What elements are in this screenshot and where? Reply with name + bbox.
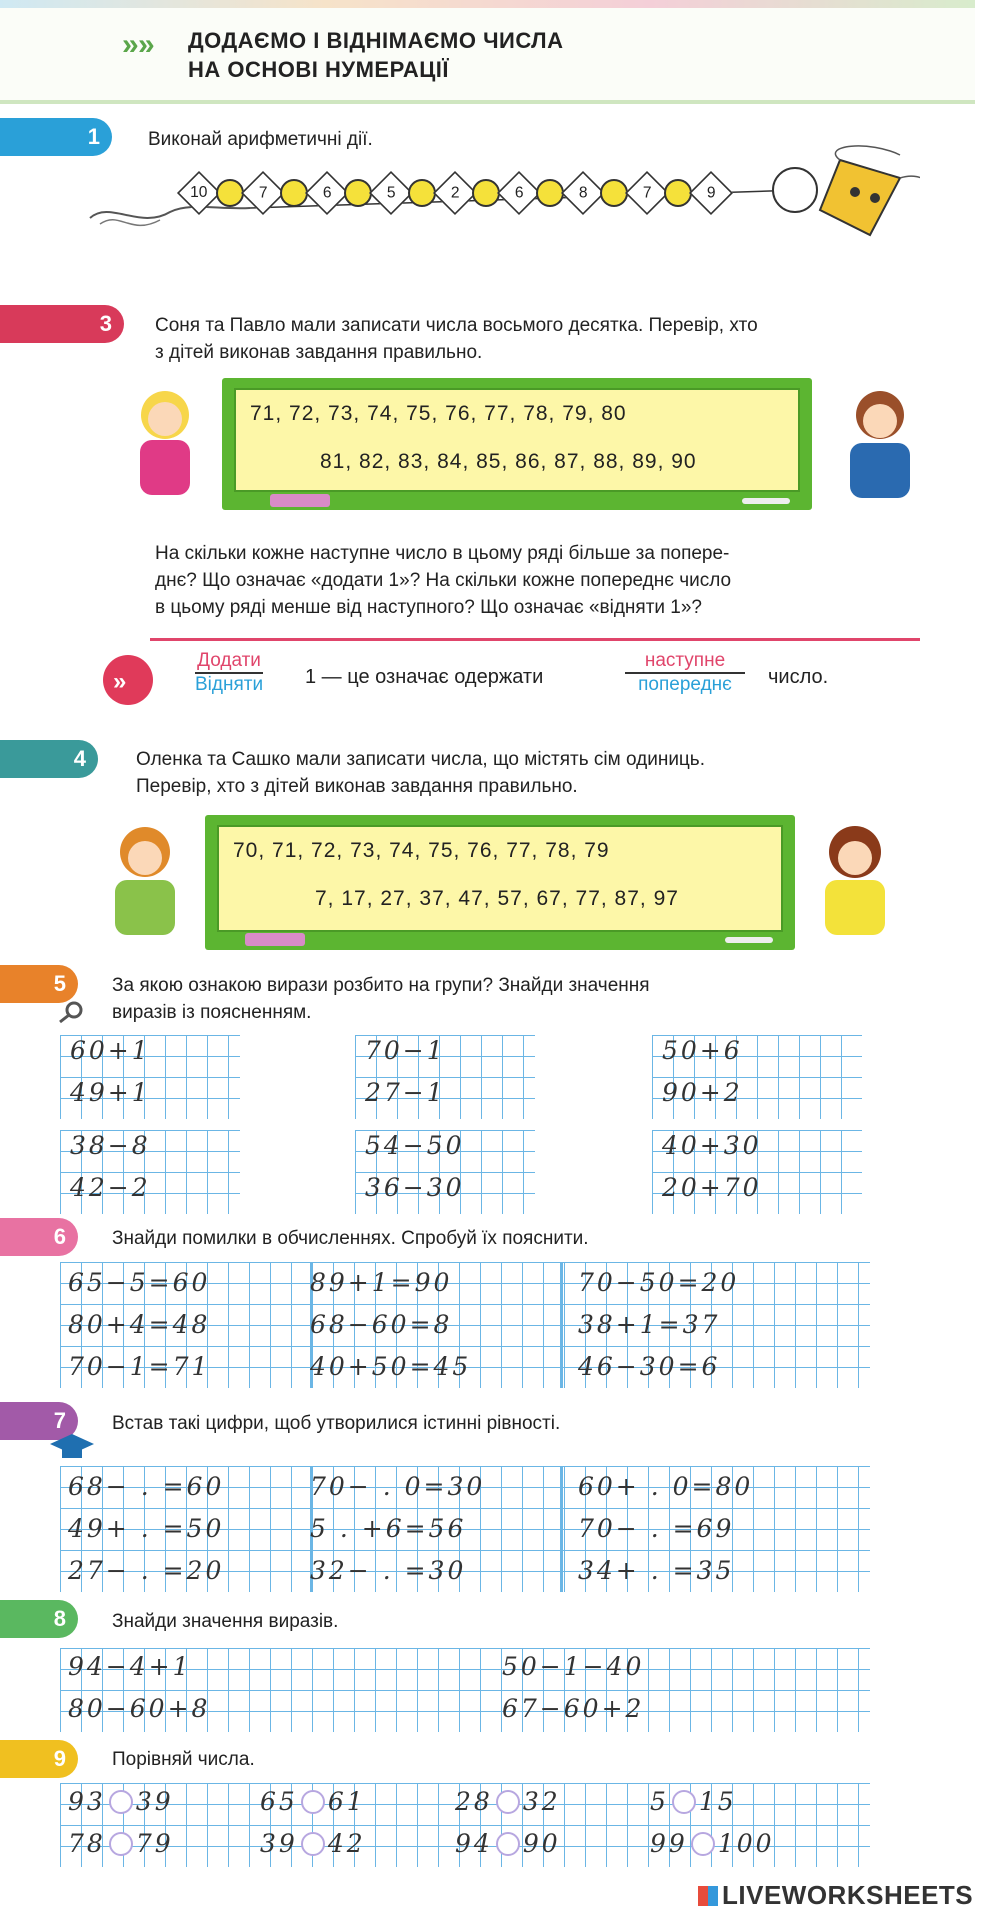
expression: 54−50 (365, 1131, 465, 1160)
equation-blank[interactable]: 27− . =20 (68, 1556, 225, 1585)
boy-pavlo-icon (825, 385, 925, 505)
number-diamond: 9 (689, 171, 733, 215)
task-number-7: 7 (0, 1402, 78, 1440)
operator-plus (408, 179, 436, 207)
comparison-slot[interactable] (672, 1790, 696, 1814)
operator-plus (280, 179, 308, 207)
operator-plus (536, 179, 564, 207)
equation: 38+1=37 (578, 1310, 721, 1339)
logo-icon (698, 1886, 718, 1906)
equation-blank[interactable]: 34+ . =35 (578, 1556, 735, 1585)
number-diamond: 2 (433, 171, 477, 215)
rule-end-text: число. (768, 666, 829, 688)
task8-text: Знайди значення виразів. (112, 1611, 339, 1632)
number-diamond: 7 (241, 171, 285, 215)
expression: 70−1 (365, 1036, 446, 1065)
task-number-9: 9 (0, 1740, 78, 1778)
expression: 20+70 (662, 1173, 762, 1202)
comparison-pair (260, 1787, 366, 1816)
number-right: 39 (135, 1787, 174, 1816)
top-color-strip (0, 0, 975, 8)
equation: 70−50=20 (578, 1268, 740, 1297)
operator-minus (344, 179, 372, 207)
operator-minus (216, 179, 244, 207)
lesson-header (0, 8, 975, 104)
task3-text: Соня та Павло мали записати числа восьмого десятка. Перевір, хто з дітей виконав завдання правильно. (155, 315, 758, 363)
comparison-pairs (60, 1783, 870, 1867)
lesson-title: ДОДАЄМО І ВІДНІМАЄМО ЧИСЛА НА ОСНОВІ НУМЕРАЦІЇ (188, 28, 564, 82)
comparison-slot[interactable] (301, 1790, 325, 1814)
rule-middle-text: 1 — це означає одержати (305, 666, 544, 688)
operation-chain (180, 173, 740, 213)
number-left: 5 (650, 1787, 669, 1816)
girl-olenka-icon (95, 820, 195, 940)
number-right: 61 (327, 1787, 366, 1816)
equation-blank[interactable]: 70− . =69 (578, 1514, 735, 1543)
number-right: 79 (135, 1829, 174, 1858)
chalk-icon (725, 937, 773, 943)
comparison-slot[interactable] (496, 1790, 520, 1814)
comparison-pair (260, 1829, 366, 1858)
operator-plus (664, 179, 692, 207)
comparison-pair (650, 1829, 775, 1858)
expression: 27−1 (365, 1078, 446, 1107)
chalkboard-4 (205, 815, 795, 950)
operator-minus (600, 179, 628, 207)
number-left: 39 (260, 1829, 298, 1858)
comparison-pair (650, 1787, 737, 1816)
task-number-3: 3 (0, 305, 124, 343)
girl-sonia-icon (120, 385, 210, 500)
number-right: 100 (717, 1829, 775, 1858)
task3-questions: На скільки кожне наступне число в цьому ряді більше за попере- днє? Що означає «додати 1»? На скільки кожне попереднє число в цьому ряді менше від наступного? Що означає «відняти 1»? (155, 543, 732, 618)
answer-circle[interactable] (773, 168, 817, 212)
comparison-slot[interactable] (691, 1832, 715, 1856)
equation: 65−5=60 (68, 1268, 211, 1297)
task-number-5: 5 (0, 965, 78, 1003)
task4-text: Оленка та Сашко мали записати числа, що містять сім одиниць. Перевір, хто з дітей виконав завдання правильно. (136, 749, 705, 797)
number-left: 78 (68, 1829, 106, 1858)
svg-text:»: » (113, 668, 127, 695)
equation: 70−1=71 (68, 1352, 211, 1381)
comparison-pair (455, 1829, 561, 1858)
equation-blank[interactable]: 60+ . 0=80 (578, 1472, 754, 1501)
equation-blank[interactable]: 49+ . =50 (68, 1514, 225, 1543)
equation-blank[interactable]: 70− . 0=30 (310, 1472, 486, 1501)
comparison-slot[interactable] (109, 1832, 133, 1856)
comparison-slot[interactable] (301, 1832, 325, 1856)
task-number-6: 6 (0, 1218, 78, 1256)
equation: 40+50=45 (310, 1352, 472, 1381)
equation-blank[interactable]: 5 . +6=56 (310, 1514, 467, 1543)
number-left: 93 (68, 1787, 106, 1816)
number-diamond: 6 (497, 171, 541, 215)
divider (150, 638, 920, 641)
number-diamond: 5 (369, 171, 413, 215)
task-number-1: 1 (0, 118, 112, 156)
task1-text: Виконай арифметичні дії. (148, 129, 373, 150)
number-diamond: 7 (625, 171, 669, 215)
task-number-4: 4 (0, 740, 98, 778)
board-row: 81, 82, 83, 84, 85, 86, 87, 88, 89, 90 (320, 450, 697, 473)
expression: 40+30 (662, 1131, 762, 1160)
comparison-pair (68, 1829, 174, 1858)
operator-minus (472, 179, 500, 207)
expression: 42−2 (70, 1173, 151, 1202)
number-right: 90 (522, 1829, 561, 1858)
task9-text: Порівняй числа. (112, 1749, 255, 1770)
number-right: 42 (327, 1829, 366, 1858)
number-right: 15 (698, 1787, 737, 1816)
number-left: 28 (455, 1787, 493, 1816)
chalk-icon (742, 498, 790, 504)
sponge-icon (270, 494, 330, 507)
magnifier-icon (56, 1000, 86, 1024)
number-diamond: 10 (177, 171, 221, 215)
fraction-add-subtract: Додати Відняти (195, 650, 264, 695)
board-row: 7, 17, 27, 37, 47, 57, 67, 77, 87, 97 (315, 887, 679, 910)
number-left: 65 (260, 1787, 298, 1816)
task5-text: За якою ознакою вирази розбито на групи? Знайди значення виразів із поясненням. (112, 975, 650, 1023)
comparison-slot[interactable] (496, 1832, 520, 1856)
expression: 60+1 (70, 1036, 151, 1065)
comparison-slot[interactable] (109, 1790, 133, 1814)
comparison-pair (455, 1787, 561, 1816)
sponge-icon (245, 933, 305, 946)
chalkboard-3 (222, 378, 812, 510)
boy-sashko-icon (805, 820, 905, 940)
equation: 80+4=48 (68, 1310, 211, 1339)
expression: 50+6 (662, 1036, 743, 1065)
chevron-icon: » (138, 28, 149, 61)
expression: 50−1−40 (502, 1652, 645, 1681)
chevron-icon: » (122, 28, 133, 61)
number-left: 99 (650, 1829, 688, 1858)
fraction-next-prev: наступне попереднє (625, 650, 745, 696)
number-right: 32 (522, 1787, 561, 1816)
number-diamond: 6 (305, 171, 349, 215)
equation-blank[interactable]: 68− . =60 (68, 1472, 225, 1501)
equation: 46−30=6 (578, 1352, 721, 1381)
board-row: 71, 72, 73, 74, 75, 76, 77, 78, 79, 80 (250, 402, 627, 425)
equation: 68−60=8 (310, 1310, 453, 1339)
rule-chevron-icon (100, 652, 156, 708)
comparison-pair (68, 1787, 174, 1816)
expression: 80−60+8 (68, 1694, 211, 1723)
liveworksheets-logo[interactable]: LIVEWORKSHEETS (698, 1880, 973, 1911)
board-row: 70, 71, 72, 73, 74, 75, 76, 77, 78, 79 (233, 839, 610, 862)
number-diamond: 8 (561, 171, 605, 215)
expression: 49+1 (70, 1078, 151, 1107)
kite-icon (820, 146, 920, 235)
graduation-cap-icon (48, 1432, 98, 1466)
task7-text: Встав такі цифри, щоб утворилися істинні рівності. (112, 1413, 561, 1434)
expression: 67−60+2 (502, 1694, 645, 1723)
number-left: 94 (455, 1829, 493, 1858)
equation: 89+1=90 (310, 1268, 453, 1297)
expression: 36−30 (365, 1173, 465, 1202)
task6-text: Знайди помилки в обчисленнях. Спробуй їх пояснити. (112, 1228, 589, 1249)
expression: 38−8 (70, 1131, 151, 1160)
equation-blank[interactable]: 32− . =30 (310, 1556, 467, 1585)
expression: 94−4+1 (68, 1652, 192, 1681)
expression: 90+2 (662, 1078, 743, 1107)
task-number-8: 8 (0, 1600, 78, 1638)
